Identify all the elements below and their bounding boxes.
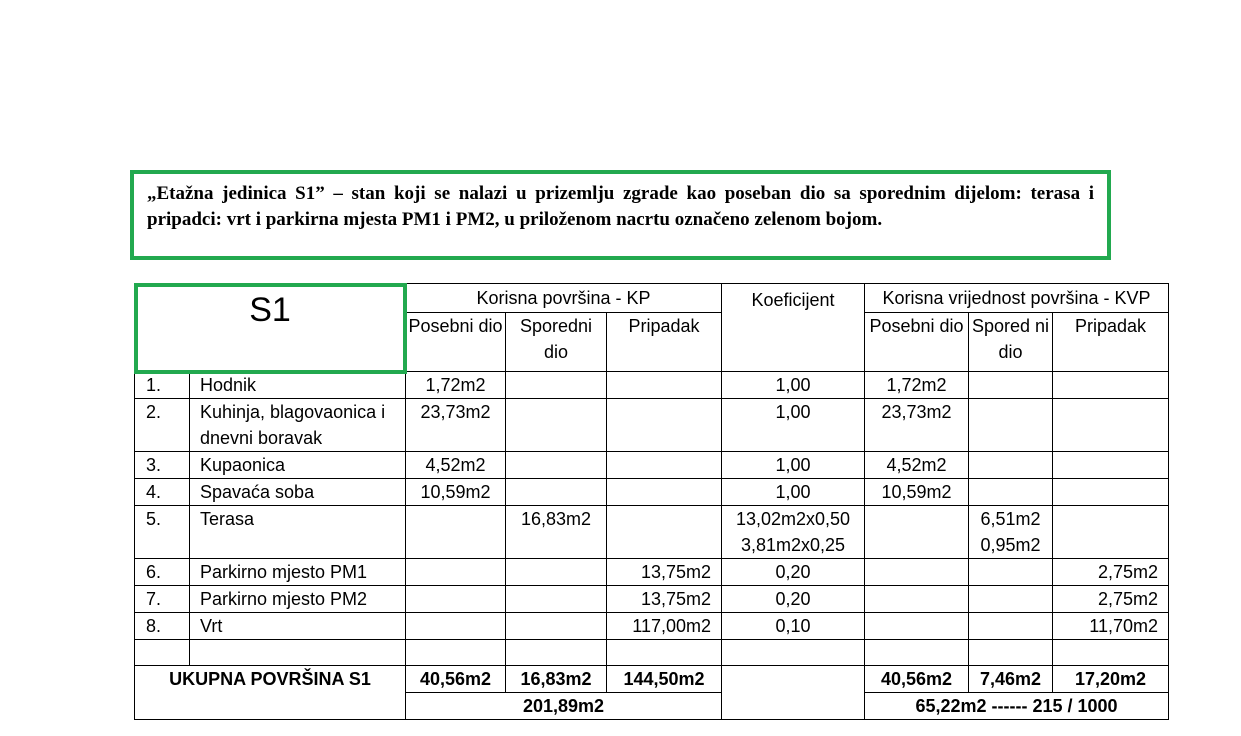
intro-text: „Etažna jedinica S1” – stan koji se nalazi u prizemlju zgrade kao poseban dio sa sporednim dijelom: terasa i pripadci: vrt i parkirna mjesta PM1 i PM2, u priloženom nacrtu označeno zelenom bojom. — [147, 183, 1094, 230]
kvp-posebni-value: 4,52m2 — [865, 452, 969, 479]
kp-pripadak-value — [607, 399, 722, 452]
kvp-sporedni-value — [969, 586, 1053, 613]
coef-value: 1,00 — [722, 372, 865, 399]
kp-sporedni-value — [506, 399, 607, 452]
kvp-sporedni-value — [969, 399, 1053, 452]
kp-posebni-value — [406, 586, 506, 613]
table-row — [135, 399, 1169, 452]
intro-box — [130, 170, 1111, 260]
coef-value: 1,00 — [722, 399, 865, 452]
coef-value: 1,00 — [722, 479, 865, 506]
row-number: 4. — [135, 479, 190, 506]
row-name: Terasa — [190, 506, 406, 559]
empty-cell — [506, 640, 607, 666]
coef-value: 0,10 — [722, 613, 865, 640]
kvp-pripadak-value — [1053, 399, 1169, 452]
empty-cell — [865, 640, 969, 666]
row-name: Spavaća soba — [190, 479, 406, 506]
kvp-sporedni-value: 6,51m2 0,95m2 — [969, 506, 1053, 559]
kvp-posebni-value — [865, 613, 969, 640]
kp-posebni-value: 23,73m2 — [406, 399, 506, 452]
table-row — [135, 613, 1169, 640]
kvp-posebni-header: Posebni dio — [865, 313, 969, 372]
kvp-pripadak-value — [1053, 506, 1169, 559]
kp-sporedni-value — [506, 452, 607, 479]
kvp-sporedni-value — [969, 613, 1053, 640]
kp-pripadak-value — [607, 479, 722, 506]
kp-posebni-value: 10,59m2 — [406, 479, 506, 506]
kp-pripadak-value: 13,75m2 — [607, 586, 722, 613]
sum-kp: 201,89m2 — [406, 693, 722, 720]
row-name: Hodnik — [190, 372, 406, 399]
kp-posebni-value — [406, 506, 506, 559]
total-label: UKUPNA POVRŠINA S1 — [135, 666, 406, 720]
kp-pripadak-value — [607, 506, 722, 559]
coef-value: 13,02m2x0,50 3,81m2x0,25 — [722, 506, 865, 559]
kp-sporedni-value — [506, 372, 607, 399]
total-kp-pripadak: 144,50m2 — [607, 666, 722, 693]
kp-pripadak-value: 117,00m2 — [607, 613, 722, 640]
empty-cell — [722, 640, 865, 666]
unit-label: S1 — [249, 291, 291, 329]
kp-posebni-value — [406, 613, 506, 640]
kvp-sporedni-value — [969, 372, 1053, 399]
kp-posebni-value — [406, 559, 506, 586]
kp-sporedni-value — [506, 586, 607, 613]
kp-group-header: Korisna površina - KP — [406, 284, 722, 313]
total-row — [135, 666, 1169, 693]
total-coef-empty — [722, 666, 865, 720]
empty-row — [135, 640, 1169, 666]
total-kp-posebni: 40,56m2 — [406, 666, 506, 693]
kp-sporedni-value: 16,83m2 — [506, 506, 607, 559]
kvp-sporedni-header: Spored ni dio — [969, 313, 1053, 372]
kvp-posebni-value — [865, 586, 969, 613]
coef-header: Koeficijent — [722, 284, 865, 372]
row-number: 3. — [135, 452, 190, 479]
row-number: 1. — [135, 372, 190, 399]
row-number: 5. — [135, 506, 190, 559]
row-number: 6. — [135, 559, 190, 586]
table-row — [135, 452, 1169, 479]
kvp-posebni-value: 1,72m2 — [865, 372, 969, 399]
kvp-pripadak-value: 11,70m2 — [1053, 613, 1169, 640]
kp-pripadak-value — [607, 372, 722, 399]
empty-cell — [969, 640, 1053, 666]
area-table — [134, 283, 1169, 720]
row-name: Parkirno mjesto PM2 — [190, 586, 406, 613]
kvp-sporedni-value — [969, 452, 1053, 479]
kp-posebni-value: 1,72m2 — [406, 372, 506, 399]
kp-posebni-header: Posebni dio — [406, 313, 506, 372]
coef-value: 1,00 — [722, 452, 865, 479]
header-row-top — [135, 284, 1169, 313]
empty-cell — [607, 640, 722, 666]
kp-sporedni-value — [506, 559, 607, 586]
table-row — [135, 479, 1169, 506]
kvp-sporedni-value — [969, 479, 1053, 506]
kp-pripadak-header: Pripadak — [607, 313, 722, 372]
kvp-posebni-value: 23,73m2 — [865, 399, 969, 452]
empty-cell — [190, 640, 406, 666]
kvp-posebni-value: 10,59m2 — [865, 479, 969, 506]
kvp-pripadak-value: 2,75m2 — [1053, 559, 1169, 586]
table-row — [135, 559, 1169, 586]
row-number: 2. — [135, 399, 190, 452]
empty-cell — [406, 640, 506, 666]
empty-cell — [1053, 640, 1169, 666]
total-kvp-posebni: 40,56m2 — [865, 666, 969, 693]
row-number: 8. — [135, 613, 190, 640]
coef-value: 0,20 — [722, 559, 865, 586]
row-name: Kupaonica — [190, 452, 406, 479]
sum-kvp: 65,22m2 ------ 215 / 1000 — [865, 693, 1169, 720]
kp-sporedni-value — [506, 613, 607, 640]
kvp-pripadak-value — [1053, 372, 1169, 399]
kvp-posebni-value — [865, 506, 969, 559]
kp-sporedni-value — [506, 479, 607, 506]
kvp-pripadak-value: 2,75m2 — [1053, 586, 1169, 613]
unit-header-cell — [135, 284, 406, 372]
kp-pripadak-value: 13,75m2 — [607, 559, 722, 586]
total-kvp-pripadak: 17,20m2 — [1053, 666, 1169, 693]
table-row — [135, 372, 1169, 399]
kvp-posebni-value — [865, 559, 969, 586]
total-kvp-sporedni: 7,46m2 — [969, 666, 1053, 693]
row-name: Vrt — [190, 613, 406, 640]
kvp-pripadak-value — [1053, 479, 1169, 506]
kvp-sporedni-value — [969, 559, 1053, 586]
kp-sporedni-header: Sporedni dio — [506, 313, 607, 372]
empty-cell — [135, 640, 190, 666]
kp-pripadak-value — [607, 452, 722, 479]
kvp-pripadak-value — [1053, 452, 1169, 479]
table-row — [135, 586, 1169, 613]
kvp-pripadak-header: Pripadak — [1053, 313, 1169, 372]
coef-value: 0,20 — [722, 586, 865, 613]
kp-posebni-value: 4,52m2 — [406, 452, 506, 479]
row-name: Parkirno mjesto PM1 — [190, 559, 406, 586]
table-row — [135, 506, 1169, 559]
row-name: Kuhinja, blagovaonica i dnevni boravak — [190, 399, 406, 452]
total-kp-sporedni: 16,83m2 — [506, 666, 607, 693]
row-number: 7. — [135, 586, 190, 613]
kvp-group-header: Korisna vrijednost površina - KVP — [865, 284, 1169, 313]
